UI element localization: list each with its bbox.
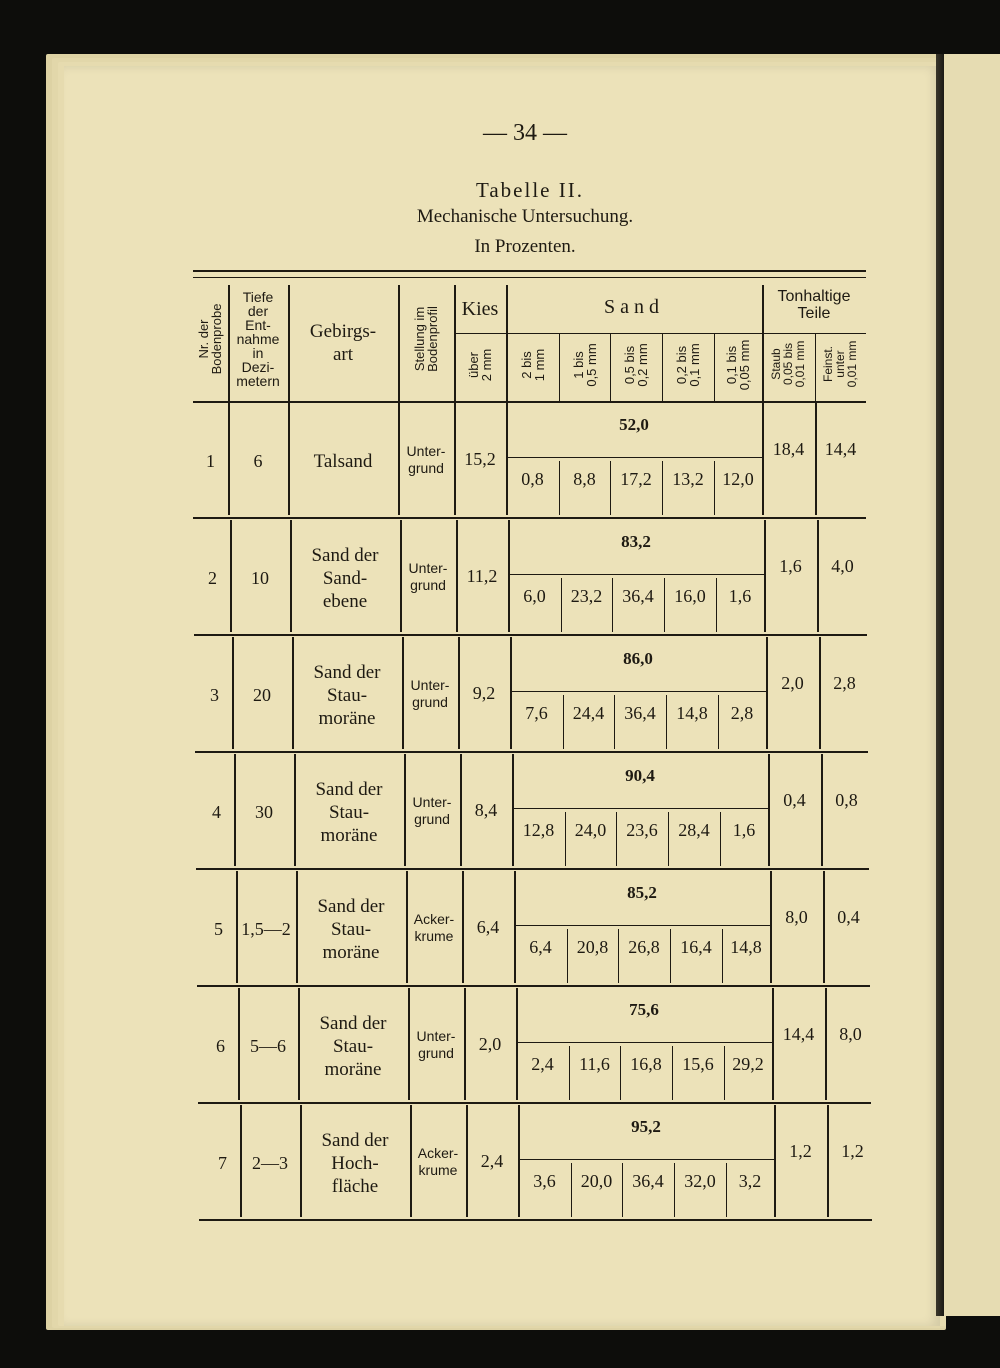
- header-sand-fraction: 2 bis 1 mm: [518, 348, 547, 382]
- cell-sand-fraction: 16,4: [680, 937, 712, 957]
- cell-sand-fraction: 1,6: [728, 586, 752, 606]
- cell-sand-fraction: 11,6: [579, 1054, 610, 1074]
- cell-sand-fraction: 23,6: [626, 820, 658, 840]
- cell-sand-fraction: 1,6: [732, 820, 756, 840]
- header-sand-fraction: 1 bis 0,5 mm: [570, 343, 599, 387]
- cell-sand-fraction: 2,4: [531, 1054, 554, 1074]
- cell-feinst: 0,8: [835, 790, 858, 810]
- cell-sand-fraction: 8,8: [573, 469, 596, 489]
- cell-staub: 18,4: [772, 439, 805, 459]
- header-col-rule: [454, 285, 456, 401]
- cell-sand-fraction: 36,4: [622, 586, 654, 606]
- cell-stellung: Unter- grund: [406, 443, 446, 476]
- cell-nr: 2: [208, 568, 217, 588]
- header-ton-fraction: Staub 0,05 bis 0,01 mm: [769, 340, 807, 388]
- cell-sand-fraction: 36,4: [624, 703, 656, 723]
- cell-sand-fraction: 36,4: [632, 1171, 664, 1191]
- cell-nr: 4: [212, 802, 221, 822]
- cell-tiefe: 10: [251, 568, 269, 588]
- header-sand-fraction: 0,5 bis 0,2 mm: [622, 343, 650, 387]
- header-sand: Sand: [604, 296, 664, 318]
- cell-staub: 1,6: [779, 556, 802, 576]
- cell-sand-fraction: 0,8: [521, 469, 544, 489]
- row-sand-mid-rule: [508, 574, 764, 575]
- cell-sand-fraction: 24,4: [572, 703, 605, 723]
- cell-nr: 3: [210, 685, 219, 705]
- row-bottom-rule: [196, 868, 869, 870]
- header-gebirgsart: Gebirgs- art: [309, 321, 377, 365]
- header-col-rule: [288, 285, 290, 401]
- cell-kies: 6,4: [476, 917, 500, 937]
- cell-tiefe: 30: [255, 802, 273, 822]
- cell-sand-total: 85,2: [627, 883, 657, 902]
- header-col-rule: [506, 285, 508, 401]
- cell-kies: 9,2: [472, 683, 496, 703]
- cell-sand-fraction: 2,8: [730, 703, 754, 723]
- header-kies: Kies: [461, 298, 499, 320]
- cell-kies: 8,4: [474, 800, 498, 820]
- cell-staub: 0,4: [783, 790, 806, 810]
- row-sand-mid-rule: [510, 691, 766, 692]
- cell-sand-total: 52,0: [619, 415, 649, 434]
- cell-sand-fraction: 6,4: [529, 937, 552, 957]
- cell-gebirgsart: Sand der Stau- moräne: [319, 1012, 387, 1080]
- cell-sand-fraction: 28,4: [678, 820, 710, 840]
- cell-tiefe: 6: [253, 451, 263, 471]
- cell-stellung: Unter- grund: [408, 560, 448, 593]
- cell-feinst: 14,4: [824, 439, 857, 459]
- cell-kies: 11,2: [466, 566, 498, 586]
- cell-sand-total: 90,4: [625, 766, 655, 785]
- cell-staub: 1,2: [789, 1141, 812, 1161]
- cell-sand-fraction: 16,0: [674, 586, 706, 606]
- cell-gebirgsart: Sand der Hoch- fläche: [321, 1129, 389, 1197]
- cell-sand-fraction: 26,8: [628, 937, 660, 957]
- row-bottom-rule: [193, 517, 866, 519]
- cell-staub: 14,4: [782, 1024, 815, 1044]
- cell-sand-fraction: 3,6: [533, 1171, 556, 1191]
- cell-nr: 6: [216, 1036, 225, 1056]
- table-top-rule: [193, 270, 866, 272]
- cell-tiefe: 20: [253, 685, 271, 705]
- cell-sand-total: 83,2: [621, 532, 651, 551]
- cell-feinst: 1,2: [841, 1141, 864, 1161]
- cell-sand-fraction: 24,0: [574, 820, 607, 840]
- cell-sand-fraction: 20,0: [580, 1171, 613, 1191]
- cell-sand-total: 75,6: [629, 1000, 659, 1019]
- header-bodenprobe: Nr. der Bodenprobe: [196, 303, 224, 375]
- cell-sand-fraction: 6,0: [523, 586, 546, 606]
- cell-tiefe: 1,5—2: [241, 919, 291, 939]
- header-sand-col-rule: [662, 333, 663, 401]
- cell-sand-fraction: 3,2: [738, 1171, 762, 1191]
- cell-nr: 7: [218, 1153, 227, 1173]
- cell-gebirgsart: Sand der Stau- moräne: [315, 778, 383, 846]
- unit-note: In Prozenten.: [474, 236, 576, 257]
- cell-feinst: 2,8: [833, 673, 856, 693]
- cell-nr: 5: [214, 919, 223, 939]
- table-top-rule-thin: [193, 277, 866, 278]
- cell-stellung: Unter- grund: [412, 794, 452, 827]
- cell-feinst: 8,0: [839, 1024, 862, 1044]
- cell-sand-fraction: 12,0: [722, 469, 754, 489]
- cell-sand-total: 86,0: [623, 649, 653, 668]
- cell-sand-fraction: 29,2: [732, 1054, 764, 1074]
- row-bottom-rule: [199, 1219, 872, 1221]
- facing-page-edge: [944, 54, 1000, 1316]
- header-sand-fraction: 0,2 bis 0,1 mm: [674, 343, 702, 387]
- cell-staub: 2,0: [781, 673, 804, 693]
- header-ton-mid-rule: [815, 333, 816, 401]
- header-sand-col-rule: [559, 333, 560, 401]
- header-col-rule: [228, 285, 230, 401]
- header-tiefe: Tiefe der Ent- nahme in Dezi- metern: [236, 289, 280, 389]
- table-subtitle: Mechanische Untersuchung.: [416, 206, 634, 227]
- cell-sand-fraction: 14,8: [730, 937, 762, 957]
- cell-sand-fraction: 23,2: [570, 586, 603, 606]
- cell-gebirgsart: Sand der Stau- moräne: [313, 661, 381, 729]
- row-bottom-rule: [197, 985, 870, 987]
- page-number: — 34 —: [483, 120, 567, 146]
- cell-stellung: Unter- grund: [416, 1028, 456, 1061]
- cell-kies: 2,0: [478, 1034, 502, 1054]
- cell-gebirgsart: Talsand: [313, 450, 373, 472]
- cell-sand-fraction: 7,6: [525, 703, 548, 723]
- cell-sand-fraction: 16,8: [630, 1054, 662, 1074]
- header-kies-sub: über 2 mm: [466, 348, 494, 382]
- cell-staub: 8,0: [785, 907, 808, 927]
- header-stellung: Stellung im Bodenprofil: [412, 306, 440, 372]
- header-sand-col-rule: [610, 333, 611, 401]
- cell-sand-fraction: 15,6: [682, 1054, 714, 1074]
- cell-sand-fraction: 32,0: [684, 1171, 716, 1191]
- cell-kies: 2,4: [480, 1151, 504, 1171]
- row-sand-mid-rule: [514, 925, 770, 926]
- cell-sand-fraction: 14,8: [676, 703, 708, 723]
- header-tonhaltig: Tonhaltige Teile: [777, 288, 851, 322]
- row-sand-mid-rule: [512, 808, 768, 809]
- cell-feinst: 4,0: [831, 556, 854, 576]
- row-sand-mid-rule: [506, 457, 762, 458]
- row-sand-mid-rule: [516, 1042, 772, 1043]
- table-title: Tabelle II.: [476, 178, 584, 202]
- header-sand-col-rule: [714, 333, 715, 401]
- cell-gebirgsart: Sand der Stau- moräne: [317, 895, 385, 963]
- cell-sand-total: 95,2: [631, 1117, 661, 1136]
- cell-tiefe: 2—3: [252, 1153, 288, 1173]
- header-ton-fraction: Feinst. unter 0,01 mm: [821, 340, 859, 388]
- header-sand-fraction: 0,1 bis 0,05 mm: [724, 339, 752, 391]
- header-col-rule: [398, 285, 400, 401]
- cell-stellung: Acker- krume: [417, 1145, 459, 1178]
- cell-sand-fraction: 12,8: [522, 820, 555, 840]
- cell-tiefe: 5—6: [250, 1036, 286, 1056]
- cell-feinst: 0,4: [837, 907, 860, 927]
- row-bottom-rule: [194, 634, 867, 636]
- header-bottom-rule: [193, 401, 866, 403]
- cell-sand-fraction: 20,8: [576, 937, 609, 957]
- row-bottom-rule: [198, 1102, 871, 1104]
- header-ton-col-rule: [762, 285, 764, 401]
- row-sand-mid-rule: [518, 1159, 774, 1160]
- cell-sand-fraction: 13,2: [672, 469, 704, 489]
- cell-sand-fraction: 17,2: [620, 469, 652, 489]
- header-sub-rule: [454, 333, 866, 334]
- cell-stellung: Acker- krume: [413, 911, 455, 944]
- cell-nr: 1: [206, 451, 215, 471]
- cell-gebirgsart: Sand der Sand- ebene: [311, 544, 379, 612]
- cell-stellung: Unter- grund: [410, 677, 450, 710]
- cell-kies: 15,2: [464, 449, 496, 469]
- row-bottom-rule: [195, 751, 868, 753]
